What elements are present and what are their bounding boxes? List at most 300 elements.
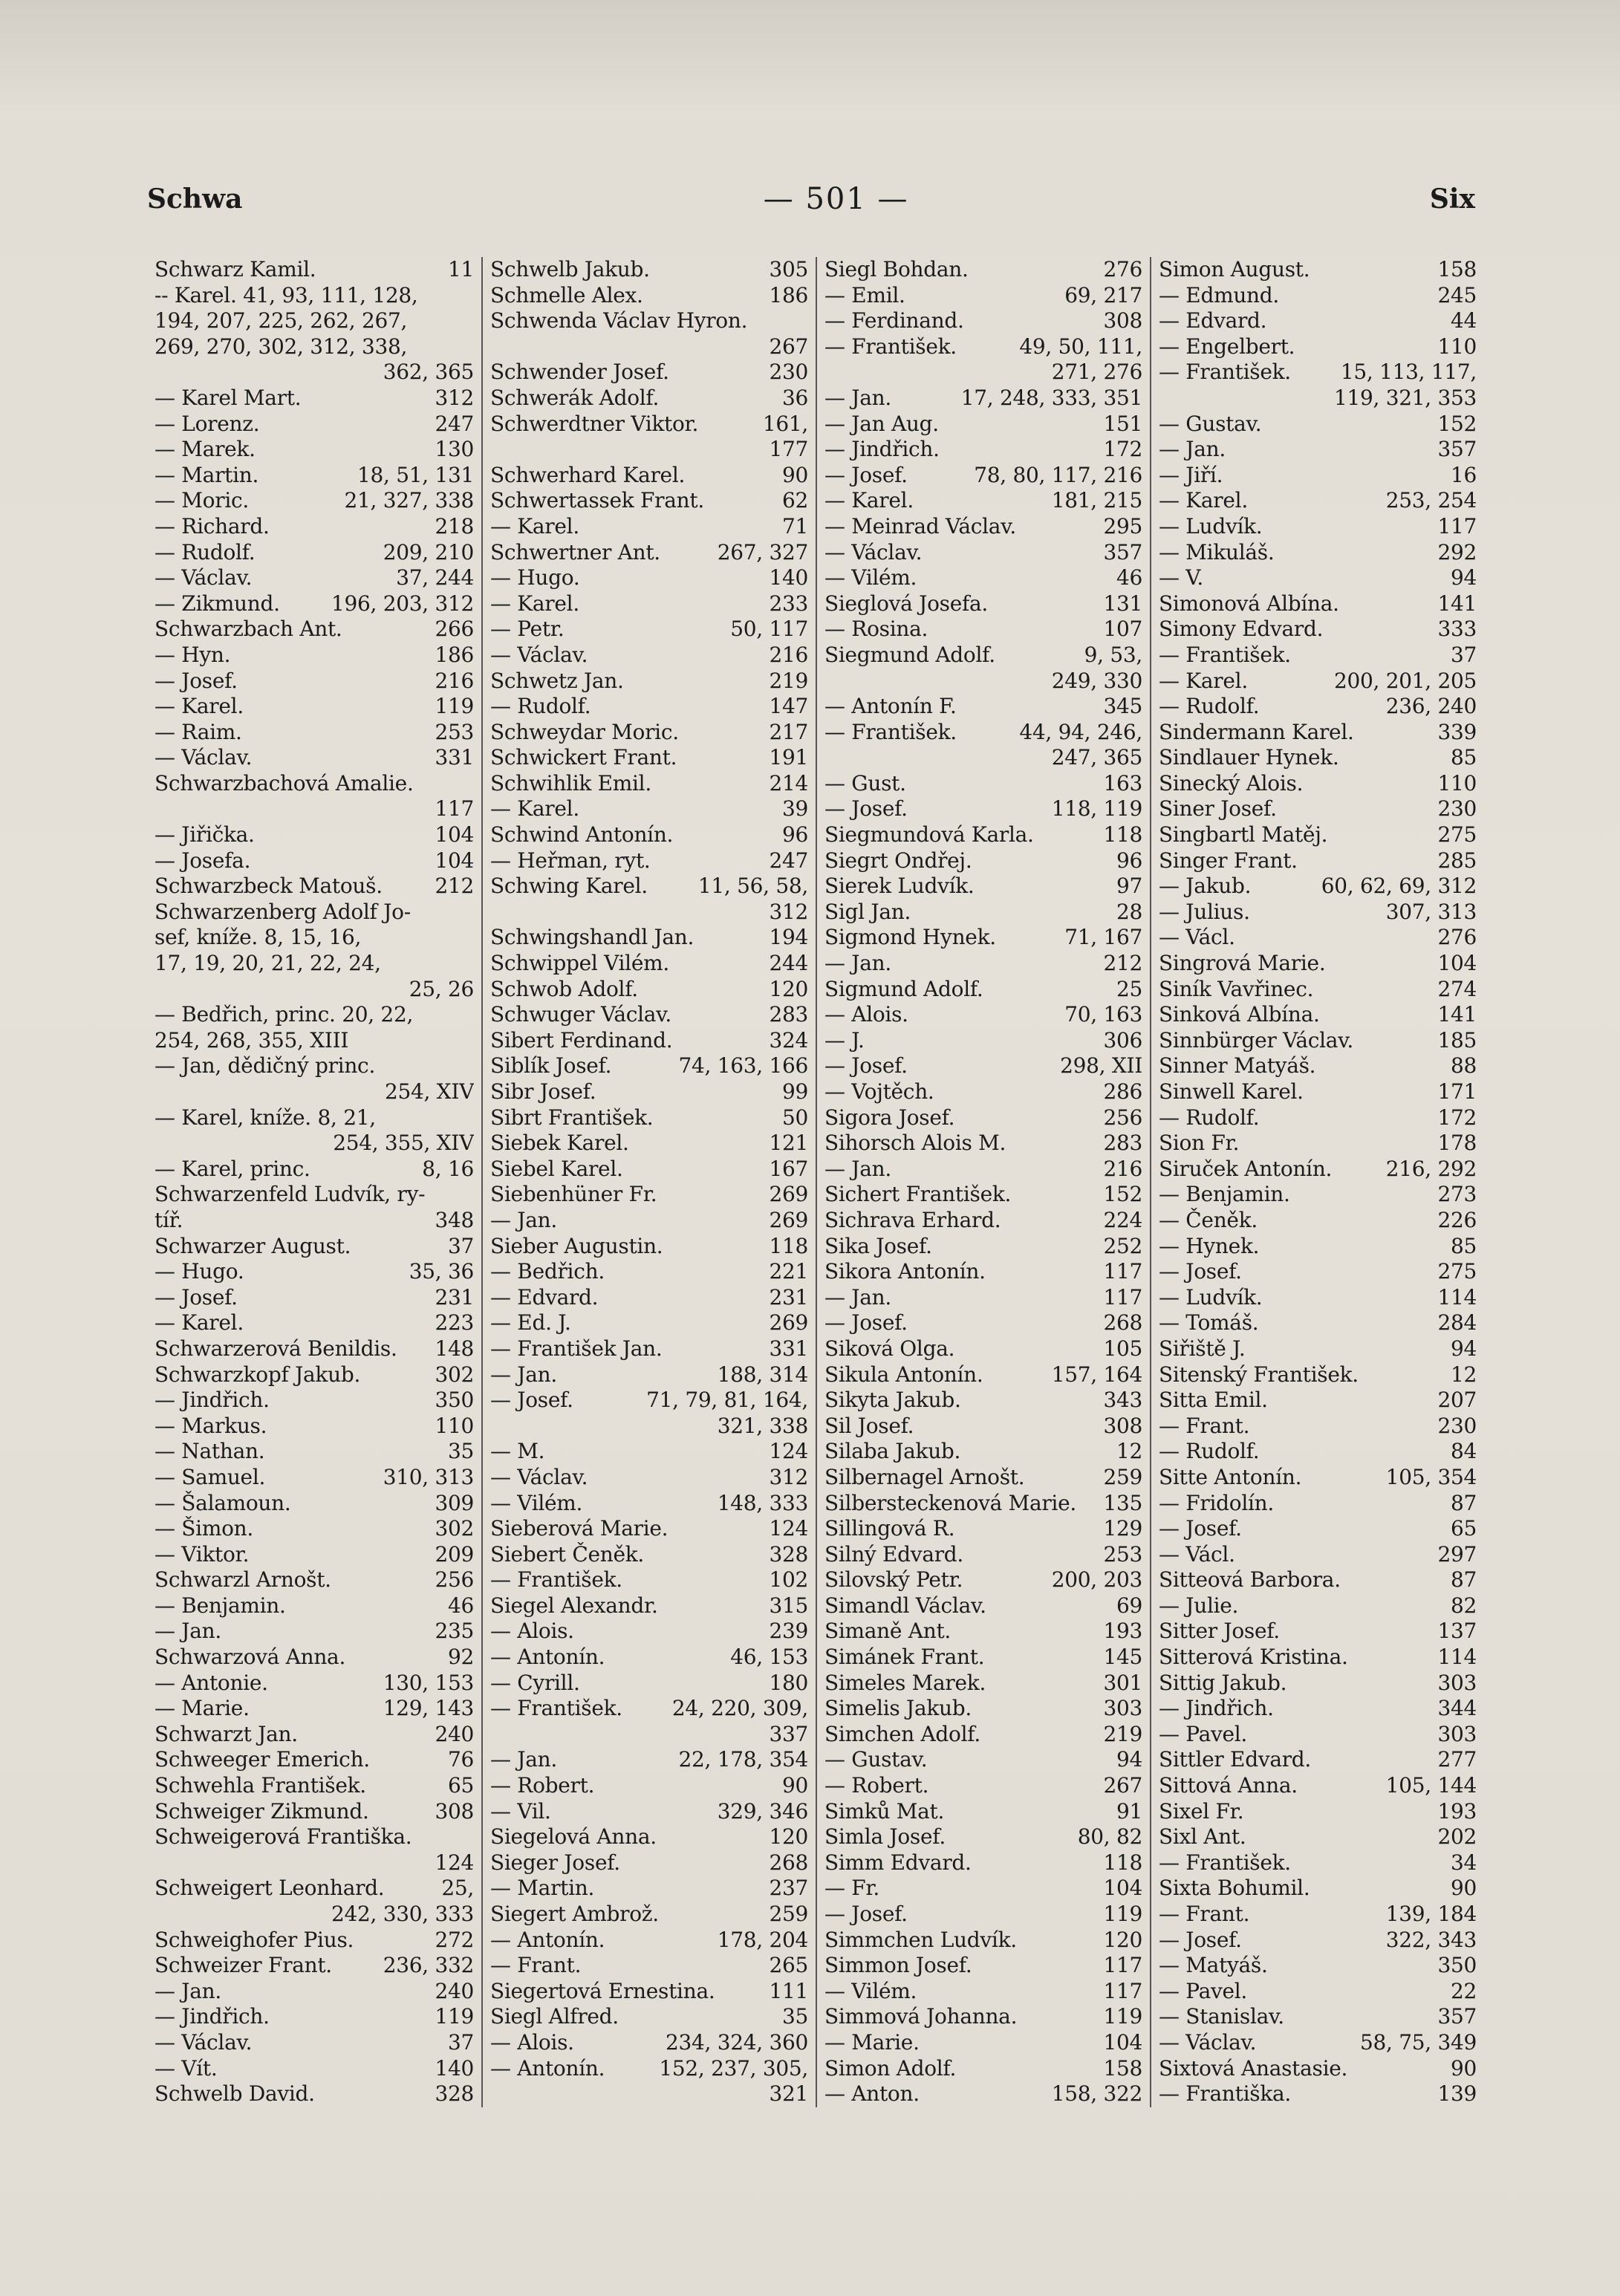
index-entry: [490, 565, 808, 591]
entry-pages: 139, 184: [1385, 1902, 1477, 1926]
entry-name: Schmelle Alex.: [490, 282, 643, 308]
entry-name: Simmová Johanna.: [824, 2004, 1018, 2029]
entry-pages: 111: [769, 1978, 808, 2003]
entry-pages: 90: [781, 1773, 808, 1798]
entry-name: Siegmund Adolf.: [824, 642, 995, 667]
index-entry: [490, 720, 808, 746]
entry-pages: 357: [1103, 539, 1142, 565]
entry-pages: 22, 178, 354: [678, 1747, 808, 1772]
entry-name: — Ferdinand.: [824, 308, 964, 334]
entry-pages: 135: [1103, 1490, 1142, 1515]
index-entry: [1159, 1105, 1477, 1131]
entry-pages: 219: [1103, 1721, 1142, 1746]
entry-pages: 247, 365: [1051, 745, 1142, 770]
index-entry: [1159, 1516, 1477, 1542]
index-entry: [154, 1310, 474, 1336]
index-entry: [490, 617, 808, 643]
entry-name: Sion Fr.: [1159, 1131, 1240, 1156]
entry-pages: 35, 36: [409, 1259, 474, 1284]
index-entry: [824, 1567, 1142, 1593]
index-entry: [824, 257, 1142, 283]
entry-pages: 309: [435, 1490, 474, 1515]
index-entry: [824, 1799, 1142, 1825]
entry-name: Simony Edvard.: [1159, 617, 1324, 642]
entry-name: — Jindřich.: [154, 2004, 270, 2029]
index-entry: [824, 1439, 1142, 1465]
index-entry: [154, 1053, 474, 1079]
index-entry: [824, 1593, 1142, 1619]
index-entry: [490, 283, 808, 309]
entry-name: Schwehla František.: [154, 1773, 366, 1798]
index-entry: [154, 463, 474, 489]
entry-name: — Josef.: [824, 1902, 908, 1926]
entry-pages: 118: [769, 1233, 808, 1258]
entry-pages: 275: [1437, 1259, 1477, 1284]
index-entry: [490, 1414, 808, 1440]
entry-pages: 69: [1116, 1593, 1142, 1618]
index-entry: [824, 2081, 1142, 2107]
entry-pages: 172: [1103, 437, 1142, 462]
index-entry: [154, 1491, 474, 1517]
entry-name: Schwuger Václav.: [490, 1002, 671, 1027]
entry-name: — Karel, princ.: [154, 1156, 310, 1181]
entry-pages: [466, 283, 474, 309]
entry-pages: 343: [1103, 1388, 1142, 1413]
entry-name: Schweydar Moric.: [490, 719, 679, 744]
index-entry: [1159, 1259, 1477, 1285]
entry-name: — M.: [490, 1439, 545, 1464]
index-entry: [154, 591, 474, 617]
entry-name: — Jindřich.: [1159, 1696, 1274, 1721]
entry-pages: 94: [1450, 565, 1477, 591]
entry-name: — Václ.: [1159, 1541, 1235, 1567]
entry-pages: 216: [435, 668, 474, 693]
entry-name: — Pavel.: [1159, 1721, 1248, 1746]
index-entry: [154, 1182, 474, 1208]
index-entry: [154, 540, 474, 566]
index-entry: [824, 412, 1142, 438]
entry-pages: 305: [769, 257, 808, 282]
index-entry: [824, 1516, 1142, 1542]
entry-name: — Emil.: [824, 282, 905, 308]
entry-name: Schwarzbach Ant.: [154, 617, 342, 642]
entry-pages: 247: [435, 411, 474, 436]
entry-pages: 8, 16: [422, 1156, 474, 1181]
index-entry: [490, 591, 808, 617]
index-column-1: [147, 257, 481, 2107]
entry-name: — Šalamoun.: [154, 1490, 291, 1515]
index-entry: [824, 745, 1142, 771]
index-entry: [490, 1516, 808, 1542]
entry-pages: 186: [435, 642, 474, 667]
entry-name: Simla Josef.: [824, 1824, 946, 1850]
entry-pages: 321: [769, 2081, 808, 2107]
index-entry: [154, 848, 474, 874]
entry-pages: 119: [435, 2004, 474, 2029]
index-entry: [1159, 1567, 1477, 1593]
entry-name: — Hynek.: [1159, 1233, 1260, 1258]
index-entry: [824, 1671, 1142, 1697]
index-entry: [154, 822, 474, 848]
entry-name: — Ludvík.: [1159, 513, 1263, 539]
index-entry: [824, 1542, 1142, 1568]
index-entry: [1159, 1362, 1477, 1388]
entry-pages: 85: [1450, 1233, 1477, 1258]
index-entry: [490, 437, 808, 463]
entry-pages: 62: [781, 488, 808, 513]
index-entry: [824, 2056, 1142, 2082]
entry-name: Sindermann Karel.: [1159, 719, 1354, 744]
index-entry: [154, 1105, 474, 1131]
index-entry: [490, 1105, 808, 1131]
entry-pages: 321, 338: [717, 1413, 808, 1438]
entry-name: — Jiří.: [1159, 462, 1223, 487]
index-entry: [824, 1850, 1142, 1876]
index-entry: [490, 1079, 808, 1105]
entry-pages: 259: [1103, 1464, 1142, 1489]
entry-pages: 37: [447, 2029, 474, 2055]
index-entry: [154, 1773, 474, 1799]
entry-pages: 119: [435, 694, 474, 719]
entry-name: — Josef.: [1159, 1259, 1242, 1284]
index-entry: [824, 977, 1142, 1003]
index-entry: [490, 1567, 808, 1593]
entry-pages: 12: [1116, 1439, 1142, 1464]
index-entry: [490, 848, 808, 874]
entry-name: Siegert Ambrož.: [490, 1902, 659, 1926]
entry-pages: 254, XIV: [384, 1079, 474, 1104]
entry-pages: 196, 203, 312: [331, 591, 474, 616]
entry-pages: 110: [1437, 770, 1477, 796]
entry-name: Sigmond Hynek.: [824, 925, 996, 950]
entry-pages: 46: [1116, 565, 1142, 591]
entry-pages: 140: [769, 565, 808, 591]
entry-name: — Edvard.: [1159, 308, 1267, 334]
index-entry: [154, 1902, 474, 1928]
index-entry: [490, 2056, 808, 2082]
entry-pages: 39: [781, 796, 808, 822]
entry-pages: 35: [781, 2004, 808, 2029]
entry-name: Siebenhüner Fr.: [490, 1182, 657, 1207]
index-entry: [824, 463, 1142, 489]
entry-name: — Josef.: [824, 796, 908, 822]
entry-name: Simmchen Ludvík.: [824, 1927, 1017, 1952]
entry-name: — Vilém.: [824, 565, 917, 591]
entry-pages: 36: [781, 385, 808, 410]
index-entry: [824, 1491, 1142, 1517]
entry-pages: 276: [1437, 925, 1477, 950]
running-head-right: Six: [1429, 183, 1475, 215]
entry-pages: 37: [1450, 642, 1477, 667]
entry-pages: 331: [435, 745, 474, 770]
entry-name: Sitta Emil.: [1159, 1388, 1268, 1413]
entry-pages: 272: [435, 1927, 474, 1952]
entry-pages: 235: [435, 1619, 474, 1644]
entry-name: Sieglová Josefa.: [824, 591, 989, 616]
index-entry: [154, 2030, 474, 2056]
entry-pages: 256: [435, 1567, 474, 1593]
entry-name: — Jan.: [154, 1619, 221, 1644]
index-entry: [490, 257, 808, 283]
index-entry: [154, 1928, 474, 1954]
entry-pages: 267: [769, 334, 808, 359]
entry-name: Simánek Frant.: [824, 1645, 985, 1670]
entry-pages: 268: [769, 1850, 808, 1875]
index-entry: [824, 283, 1142, 309]
entry-pages: 145: [1103, 1645, 1142, 1670]
entry-pages: 60, 62, 69, 312: [1321, 874, 1477, 899]
index-entry: [154, 1208, 474, 1234]
index-entry: [490, 1747, 808, 1773]
entry-pages: 22: [1450, 1978, 1477, 2003]
index-entry: [154, 1336, 474, 1362]
index-entry: [154, 900, 474, 926]
entry-name: Simmon Josef.: [824, 1953, 972, 1978]
index-entry: [1159, 1439, 1477, 1465]
entry-name: — Jan, dědičný princ.: [154, 1053, 376, 1079]
entry-pages: 362, 365: [383, 360, 474, 385]
entry-name: — V.: [1159, 565, 1203, 591]
entry-pages: 283: [769, 1002, 808, 1027]
index-entry: [1159, 1593, 1477, 1619]
index-entry: [154, 874, 474, 900]
entry-pages: 303: [1437, 1721, 1477, 1746]
entry-name: — Čeněk.: [1159, 1207, 1258, 1232]
index-entry: [824, 488, 1142, 514]
entry-name: — Rudolf.: [1159, 1439, 1260, 1464]
entry-pages: 37: [447, 1233, 474, 1258]
index-entry: [1159, 591, 1477, 617]
entry-name: — Stanislav.: [1159, 2004, 1284, 2029]
entry-name: — Jan.: [154, 1978, 221, 2003]
entry-pages: 139: [1437, 2081, 1477, 2107]
index-entry: [490, 1388, 808, 1414]
index-entry: [1159, 308, 1477, 334]
entry-name: — Lorenz.: [154, 411, 260, 436]
entry-pages: 308: [1103, 308, 1142, 334]
index-entry: [824, 360, 1142, 386]
index-entry: [490, 900, 808, 926]
entry-name: Sixel Fr.: [1159, 1798, 1244, 1824]
index-entry: [490, 951, 808, 977]
index-entry: [1159, 1491, 1477, 1517]
entry-name: — Samuel.: [154, 1464, 266, 1489]
entry-name: — Antonín F.: [824, 694, 957, 719]
entry-name: Sigl Jan.: [824, 899, 911, 924]
entry-pages: 25,: [441, 1876, 474, 1901]
entry-pages: 85: [1450, 745, 1477, 770]
entry-pages: 277: [1437, 1747, 1477, 1772]
index-entry: [154, 977, 474, 1003]
entry-name: — Václav.: [824, 539, 923, 565]
entry-pages: 58, 75, 349: [1359, 2029, 1477, 2055]
entry-pages: 157, 164: [1051, 1362, 1142, 1387]
index-entry: [490, 1234, 808, 1260]
entry-pages: 357: [1437, 437, 1477, 462]
index-entry: [154, 1876, 474, 1902]
entry-name: Siegertová Ernestina.: [490, 1978, 715, 2003]
entry-pages: 271, 276: [1051, 360, 1142, 385]
index-entry: [824, 1053, 1142, 1079]
entry-pages: 333: [1437, 617, 1477, 642]
entry-pages: 148: [435, 1336, 474, 1361]
entry-name: Siblík Josef.: [490, 1053, 612, 1079]
entry-name: Sieber Augustin.: [490, 1233, 663, 1258]
entry-pages: 223: [435, 1310, 474, 1336]
entry-pages: 171: [1437, 1079, 1477, 1104]
entry-name: Simaně Ant.: [824, 1619, 951, 1644]
entry-pages: [466, 334, 474, 360]
entry-name: Schwarzkopf Jakub.: [154, 1362, 361, 1387]
entry-name: Silbernagel Arnošt.: [824, 1464, 1025, 1489]
entry-name: — František.: [1159, 1850, 1291, 1875]
entry-name: — Tomáš.: [1159, 1310, 1259, 1336]
entry-name: Sinnbürger Václav.: [1159, 1027, 1353, 1053]
entry-name: Simandl Václav.: [824, 1593, 986, 1618]
entry-pages: 307, 313: [1385, 899, 1477, 924]
entry-name: Sixta Bohumil.: [1159, 1876, 1310, 1901]
index-entry: [824, 308, 1142, 334]
index-entry: [824, 437, 1142, 463]
index-entry: [1159, 796, 1477, 822]
entry-name: Schweiger Zikmund.: [154, 1798, 369, 1824]
index-entry: [490, 1671, 808, 1697]
index-entry: [1159, 1465, 1477, 1491]
entry-name: Siebek Karel.: [490, 1131, 629, 1156]
entry-name: — Rudolf.: [490, 694, 591, 719]
entry-pages: 118: [1103, 1850, 1142, 1875]
entry-pages: 253, 254: [1385, 488, 1477, 513]
index-entry: [154, 1850, 474, 1876]
entry-pages: 275: [1437, 822, 1477, 848]
index-entry: [1159, 1208, 1477, 1234]
index-entry: [1159, 617, 1477, 643]
index-entry: [154, 1388, 474, 1414]
index-entry: [490, 1773, 808, 1799]
entry-name: — Ed. J.: [490, 1310, 571, 1336]
index-entry: [1159, 1773, 1477, 1799]
index-entry: [824, 1002, 1142, 1028]
entry-pages: 312: [435, 385, 474, 410]
index-entry: [824, 1979, 1142, 2005]
entry-name: — Karel.: [490, 796, 579, 822]
entry-name: Schwarzerová Benildis.: [154, 1336, 397, 1361]
entry-name: Simelis Jakub.: [824, 1696, 972, 1721]
page-number: — 501 —: [763, 182, 909, 216]
entry-pages: 28: [1116, 899, 1142, 924]
entry-name: 254, 268, 355, XIII: [154, 1027, 349, 1053]
index-entry: [490, 1053, 808, 1079]
index-entry: [490, 1645, 808, 1671]
index-entry: [154, 2056, 474, 2082]
index-entry: [1159, 694, 1477, 720]
entry-pages: 65: [1450, 1516, 1477, 1541]
entry-name: — Pavel.: [1159, 1978, 1248, 2003]
index-entry: [824, 1157, 1142, 1183]
entry-pages: 25: [1116, 976, 1142, 1001]
entry-name: — František.: [1159, 360, 1291, 385]
index-entry: [1159, 1876, 1477, 1902]
entry-name: — J.: [824, 1027, 865, 1053]
entry-name: Schweigert Leonhard.: [154, 1876, 385, 1901]
index-entry: [1159, 1079, 1477, 1105]
entry-pages: 158: [1103, 2055, 1142, 2081]
entry-pages: 219: [769, 668, 808, 693]
entry-pages: 119, 321, 353: [1333, 385, 1477, 410]
running-head-left: Schwa: [147, 183, 243, 215]
entry-name: — Viktor.: [154, 1541, 250, 1567]
entry-name: Sika Josef.: [824, 1233, 932, 1258]
index-entry: [154, 1439, 474, 1465]
entry-pages: 104: [1103, 1876, 1142, 1901]
entry-pages: [466, 771, 474, 797]
entry-pages: 328: [769, 1541, 808, 1567]
index-entry: [824, 822, 1142, 848]
index-entry: [1159, 643, 1477, 669]
index-entry: [490, 925, 808, 951]
entry-name: — Františka.: [1159, 2081, 1291, 2107]
entry-name: Sieger Josef.: [490, 1850, 620, 1875]
entry-name: — Jan.: [1159, 437, 1226, 462]
entry-name: — Vojtěch.: [824, 1079, 934, 1104]
entry-name: Schwarzt Jan.: [154, 1721, 298, 1746]
index-entry: [1159, 1799, 1477, 1825]
entry-pages: 105, 354: [1385, 1464, 1477, 1489]
entry-name: Simm Edvard.: [824, 1850, 972, 1875]
entry-name: — Petr.: [490, 617, 565, 642]
entry-pages: 117: [1103, 1953, 1142, 1978]
entry-pages: 114: [1437, 1284, 1477, 1310]
entry-pages: 69, 217: [1064, 282, 1142, 308]
index-entry: [824, 514, 1142, 540]
entry-pages: 180: [769, 1670, 808, 1695]
index-entry: [824, 540, 1142, 566]
entry-pages: 253: [1103, 1541, 1142, 1567]
entry-pages: 237: [769, 1876, 808, 1901]
entry-pages: 120: [769, 976, 808, 1001]
entry-pages: 137: [1437, 1619, 1477, 1644]
index-entry: [490, 1542, 808, 1568]
entry-pages: 297: [1437, 1541, 1477, 1567]
entry-name: Sitterová Kristina.: [1159, 1645, 1348, 1670]
entry-name: — Josef.: [1159, 1516, 1242, 1541]
index-entry: [490, 334, 808, 360]
entry-name: — Rosina.: [824, 617, 928, 642]
entry-pages: 94: [1116, 1747, 1142, 1772]
index-entry: [154, 1722, 474, 1748]
entry-pages: [466, 951, 474, 977]
entry-pages: 345: [1103, 694, 1142, 719]
entry-name: — Josef.: [154, 1284, 238, 1310]
entry-pages: 74, 163, 166: [678, 1053, 808, 1079]
entry-name: — František Jan.: [490, 1336, 663, 1361]
entry-pages: 90: [1450, 1876, 1477, 1901]
index-entry: [154, 565, 474, 591]
index-entry: [824, 334, 1142, 360]
index-entry: [154, 771, 474, 797]
index-entry: [154, 1671, 474, 1697]
index-entry: [1159, 437, 1477, 463]
index-entry: [824, 694, 1142, 720]
entry-pages: 71: [781, 513, 808, 539]
entry-name: — Josef.: [824, 462, 908, 487]
entry-name: — Vilém.: [490, 1490, 583, 1515]
entry-pages: 212: [1103, 951, 1142, 976]
entry-name: Sittig Jakub.: [1159, 1670, 1287, 1695]
entry-name: Siegel Alexandr.: [490, 1593, 658, 1618]
entry-pages: 34: [1450, 1850, 1477, 1875]
entry-pages: 242, 330, 333: [331, 1902, 474, 1926]
